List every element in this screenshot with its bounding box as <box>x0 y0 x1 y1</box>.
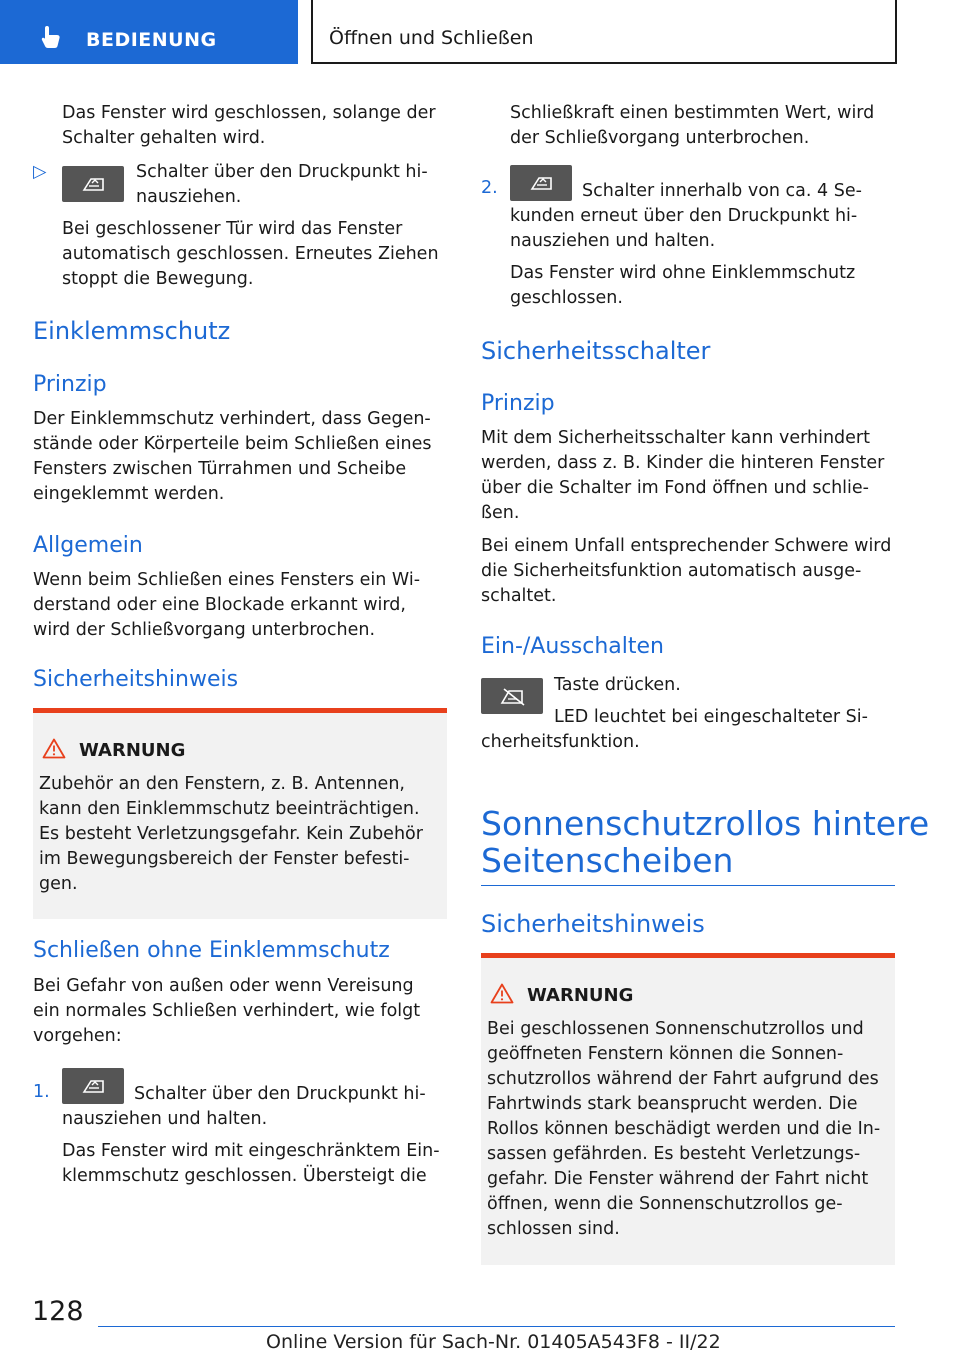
prinzip-line-2: stände oder Körperteile beim Schließen eines <box>33 434 432 454</box>
section-tab <box>0 0 298 64</box>
warning-line-5: gen. <box>39 874 78 894</box>
led-line-1: LED leuchtet bei eingeschalteter Si- <box>554 707 868 727</box>
cont-line-2: der Schließvorgang unterbrochen. <box>510 128 810 148</box>
window-switch-icon <box>62 166 124 202</box>
schliessen-line-1: Bei Gefahr von außen oder wenn Vereisung <box>33 976 414 996</box>
heading-prinzip: Prinzip <box>33 372 107 397</box>
prinzip-line-2: werden, dass z. B. Kinder die hinteren Fenster <box>481 453 885 473</box>
heading-sonnenschutz-line-1: Sonnenschutzrollos hintere <box>481 804 930 843</box>
warning-line-2: geöffneten Fenstern können die Sonnen- <box>487 1044 844 1064</box>
unfall-line-3: schaltet. <box>481 586 557 606</box>
step-2-line-1: Schalter innerhalb von ca. 4 Se- <box>582 181 862 201</box>
bullet-marker: ▷ <box>33 162 47 182</box>
allgemein-line-2: derstand oder eine Blockade erkannt wird, <box>33 595 406 615</box>
heading-prinzip: Prinzip <box>481 391 555 416</box>
warning-line-9: schlossen sind. <box>487 1219 620 1239</box>
unfall-line-1: Bei einem Unfall entsprechender Schwere wird <box>481 536 892 556</box>
warning-line-7: gefahr. Die Fenster während der Fahrt nicht <box>487 1169 869 1189</box>
safety-switch-icon <box>481 678 543 714</box>
section-label: BEDIENUNG <box>86 29 217 51</box>
warning-box <box>481 953 895 1265</box>
step-2-line-3: nausziehen und halten. <box>510 231 716 251</box>
chapter-header <box>311 0 897 64</box>
warning-line-5: Rollos können beschädigt werden und die In- <box>487 1119 881 1139</box>
step-2-line-2: kunden erneut über den Druckpunkt hi- <box>510 206 858 226</box>
step-2-number: 2. <box>481 178 498 198</box>
heading-divider <box>481 885 895 886</box>
step-1-number: 1. <box>33 1082 50 1102</box>
safety-switch-button-image <box>481 678 543 714</box>
allgemein-line-3: wird der Schließvorgang unterbrochen. <box>33 620 376 640</box>
step-1-line-1: Schalter über den Druckpunkt hi- <box>134 1084 426 1104</box>
prinzip-line-1: Der Einklemmschutz verhindert, dass Gegen- <box>33 409 431 429</box>
warning-title: WARNUNG <box>527 985 634 1006</box>
taste-text: Taste drücken. <box>554 675 681 695</box>
allgemein-line-1: Wenn beim Schließen eines Fensters ein Wi- <box>33 570 421 590</box>
prinzip-line-4: eingeklemmt werden. <box>33 484 225 504</box>
bullet-desc-3: stoppt die Bewegung. <box>62 269 254 289</box>
prinzip-line-4: ßen. <box>481 503 520 523</box>
heading-einklemmschutz: Einklemmschutz <box>33 317 231 345</box>
warning-line-2: kann den Einklemmschutz beeinträchtigen. <box>39 799 420 819</box>
bullet-line-2: nausziehen. <box>136 187 242 207</box>
window-switch-button-image <box>510 165 572 201</box>
warning-line-1: Bei geschlossenen Sonnenschutzrollos und <box>487 1019 864 1039</box>
bullet-line-1: Schalter über den Druckpunkt hi- <box>136 162 428 182</box>
schliessen-line-2: ein normales Schließen verhindert, wie folgt <box>33 1001 421 1021</box>
heading-sicherheitshinweis: Sicherheitshinweis <box>481 910 705 938</box>
warning-line-3: Es besteht Verletzungsgefahr. Kein Zubehör <box>39 824 423 844</box>
warning-line-8: öffnen, wenn die Sonnenschutzrollos ge- <box>487 1194 843 1214</box>
hand-pointer-icon <box>38 24 64 50</box>
bullet-desc-2: automatisch geschlossen. Erneutes Ziehen <box>62 244 439 264</box>
prinzip-line-1: Mit dem Sicherheitsschalter kann verhindert <box>481 428 870 448</box>
window-switch-icon <box>62 1068 124 1104</box>
warning-line-6: sassen gefährden. Es besteht Verletzungs- <box>487 1144 861 1164</box>
unfall-line-2: die Sicherheitsfunktion automatisch ausge- <box>481 561 862 581</box>
page-number: 128 <box>32 1296 84 1327</box>
window-switch-button-image <box>62 1068 124 1104</box>
warning-line-1: Zubehör an den Fenstern, z. B. Antennen, <box>39 774 405 794</box>
schliessen-line-3: vorgehen: <box>33 1026 122 1046</box>
heading-schliessen: Schließen ohne Einklemmschutz <box>33 938 390 963</box>
prinzip-line-3: über die Schalter im Fond öffnen und schlie- <box>481 478 869 498</box>
heading-sonnenschutz-line-2: Seitenscheiben <box>481 841 734 880</box>
warning-line-3: schutzrollos während der Fahrt aufgrund des <box>487 1069 879 1089</box>
warning-line-4: im Bewegungsbereich der Fenster befesti- <box>39 849 410 869</box>
heading-allgemein: Allgemein <box>33 533 143 558</box>
led-line-2: cherheitsfunktion. <box>481 732 640 752</box>
step-1-desc-1: Das Fenster wird mit eingeschränktem Ein- <box>62 1141 440 1161</box>
window-switch-button-image <box>62 166 124 202</box>
heading-ein-ausschalten: Ein-/Ausschalten <box>481 634 664 659</box>
intro-line-1: Das Fenster wird geschlossen, solange der <box>62 103 436 123</box>
step-2-desc-2: geschlossen. <box>510 288 623 308</box>
footer-online-version: Online Version für Sach-Nr. 01405A543F8 - II/22 <box>266 1331 721 1353</box>
warning-line-4: Fahrtwinds stark beansprucht werden. Die <box>487 1094 858 1114</box>
step-2-desc-1: Das Fenster wird ohne Einklemmschutz <box>510 263 856 283</box>
chapter-title: Öffnen und Schließen <box>329 27 534 49</box>
step-1-desc-2: klemmschutz geschlossen. Übersteigt die <box>62 1166 427 1186</box>
heading-sicherheitsschalter: Sicherheitsschalter <box>481 337 711 365</box>
bullet-desc-1: Bei geschlossener Tür wird das Fenster <box>62 219 403 239</box>
intro-line-2: Schalter gehalten wird. <box>62 128 266 148</box>
heading-sicherheitshinweis: Sicherheitshinweis <box>33 667 239 692</box>
step-1-line-2: nausziehen und halten. <box>62 1109 268 1129</box>
warning-triangle-icon <box>42 738 66 759</box>
footer-divider <box>98 1326 895 1327</box>
warning-title: WARNUNG <box>79 740 186 761</box>
warning-box <box>33 708 447 919</box>
warning-triangle-icon <box>490 983 514 1004</box>
window-switch-icon <box>510 165 572 201</box>
prinzip-line-3: Fensters zwischen Türrahmen und Scheibe <box>33 459 407 479</box>
cont-line-1: Schließkraft einen bestimmten Wert, wird <box>510 103 875 123</box>
